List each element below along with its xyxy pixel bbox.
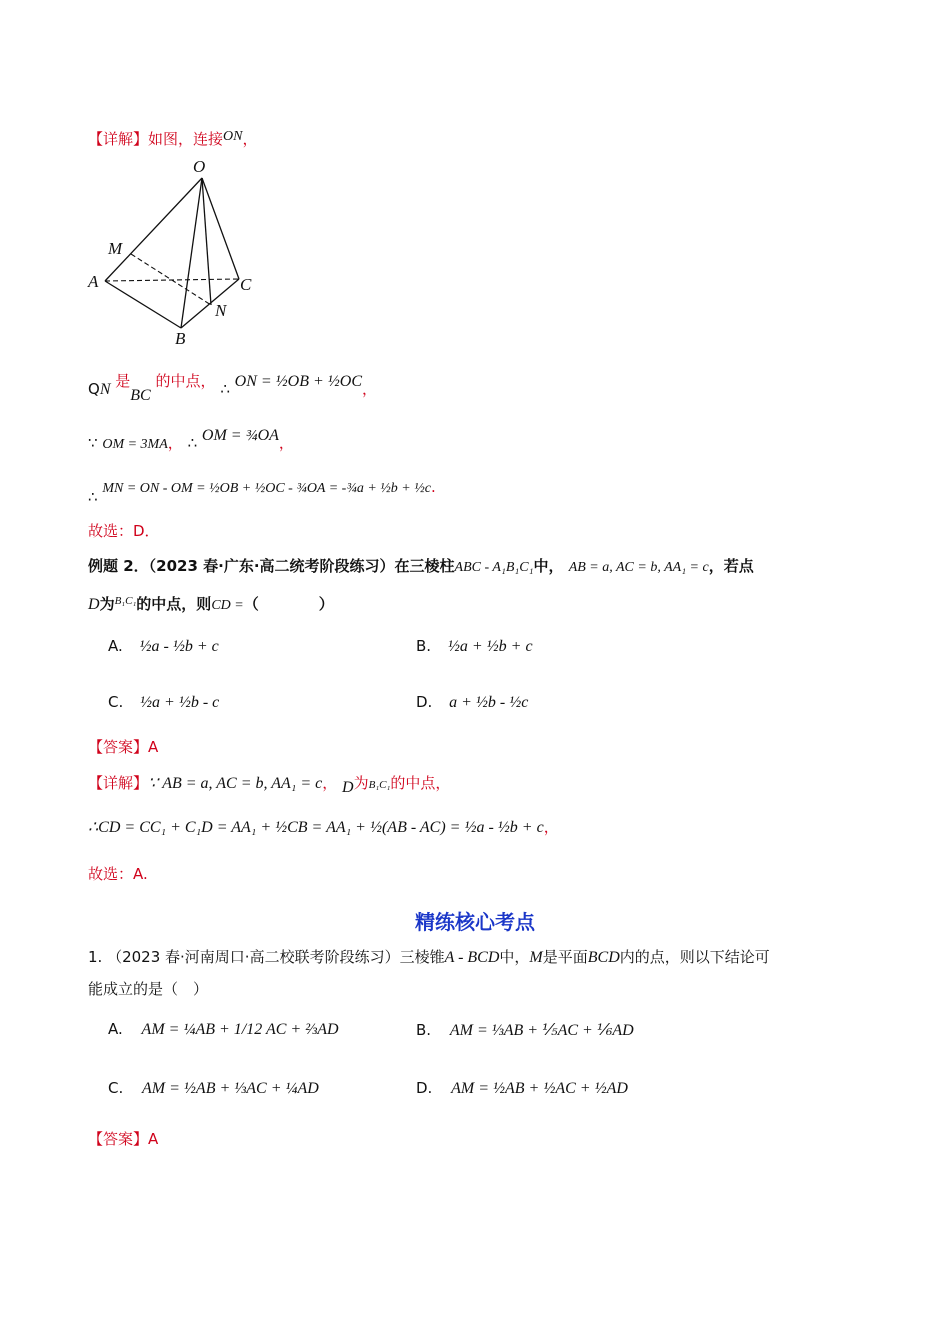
detail-heading bbox=[88, 128, 258, 149]
label-M: M bbox=[108, 239, 123, 258]
edge-OB bbox=[181, 178, 202, 328]
label-A: A bbox=[88, 272, 99, 291]
step-line-1: QN 是BC 的中点， ∴ ON = ½OB + ½OC， bbox=[88, 372, 378, 404]
detail-end: ， bbox=[242, 130, 258, 148]
example2-option-c[interactable]: C. ½a + ½b - c bbox=[108, 693, 220, 711]
example2-option-d[interactable]: D. a + ½b - ½c bbox=[416, 693, 529, 711]
label-O: O bbox=[193, 157, 206, 176]
problem1-answer: 【答案】A bbox=[88, 1130, 159, 1148]
detail-text: 如图，连接 bbox=[148, 130, 224, 148]
example2-answer: 【答案】A bbox=[88, 738, 159, 756]
detail-math: ON bbox=[223, 129, 243, 144]
label-B: B bbox=[175, 329, 186, 348]
detail-tag: 【详解】 bbox=[88, 130, 149, 148]
problem1-line2: 能成立的是（ ） bbox=[88, 980, 209, 998]
example2-detail: 【详解】∵ AB = a, AC = b, AA₁ = c， D为B₁C₁的中点， bbox=[88, 774, 451, 796]
step-line-3: ∴ MN = ON - OM = ½OB + ½OC - ¾OA = -¾a + ½b + ½c. bbox=[88, 478, 436, 506]
problem1-option-a[interactable]: A. AM = ¼AB + 1/12 AC + ⅔AD bbox=[108, 1020, 339, 1038]
eq-ON: ON = ½OB + ½OC bbox=[234, 373, 363, 390]
problem1-line1: 1. （2023 春·河南周口·高二校联考阶段练习）三棱锥A - BCD中，M是平面BCD内的点，则以下结论可 bbox=[88, 948, 770, 966]
problem1-option-c[interactable]: C. AM = ½AB + ⅓AC + ¼AD bbox=[108, 1079, 319, 1097]
example2-calc: ∴CD = CC₁ + C₁D = AA₁ + ½CB = AA₁ + ½(AB - AC) = ½a - ½b + c， bbox=[88, 818, 559, 836]
example2-line2: D为$^{B_1C_1}$的中点，则CD =（ ） bbox=[88, 595, 334, 613]
problem1-option-b[interactable]: B. AM = ⅓AB + ⅕AC + ⅙AD bbox=[416, 1021, 634, 1039]
example2-line1: 例题 2．（2023 春·广东·高二统考阶段练习）在三棱柱ABC - A₁B₁C₁中， AB = a, AC = b, AA₁ = c，若点 bbox=[88, 557, 754, 575]
example2-result: 故选：A. bbox=[88, 865, 148, 883]
example2-option-a[interactable]: A. ½a - ½b + c bbox=[108, 637, 219, 655]
problem1-option-d[interactable]: D. AM = ½AB + ½AC + ½AD bbox=[416, 1079, 628, 1097]
tetrahedron-figure bbox=[80, 150, 280, 350]
section-title: 精练核心考点 bbox=[415, 910, 535, 934]
edge-OA bbox=[105, 178, 202, 281]
label-N: N bbox=[215, 301, 227, 320]
eq-MN: MN = ON - OM = ½OB + ½OC - ¾OA = -¾a + ½b + ½c bbox=[102, 481, 431, 496]
example2-option-b[interactable]: B. ½a + ½b + c bbox=[416, 637, 533, 655]
calc-expression: ∴CD = CC₁ + C₁D = AA₁ + ½CB = AA₁ + ½(AB - AC) = ½a - ½b + c bbox=[88, 819, 544, 836]
step-line-2: ∵ OM = 3MA， ∴ OM = ¾OA， bbox=[88, 427, 294, 452]
since-glyph: Q bbox=[88, 380, 100, 398]
label-C: C bbox=[240, 275, 252, 294]
edge-AB bbox=[105, 281, 181, 328]
eq-OM: OM = ¾OA bbox=[201, 427, 279, 444]
answer-1: 故选：D． bbox=[88, 522, 160, 540]
